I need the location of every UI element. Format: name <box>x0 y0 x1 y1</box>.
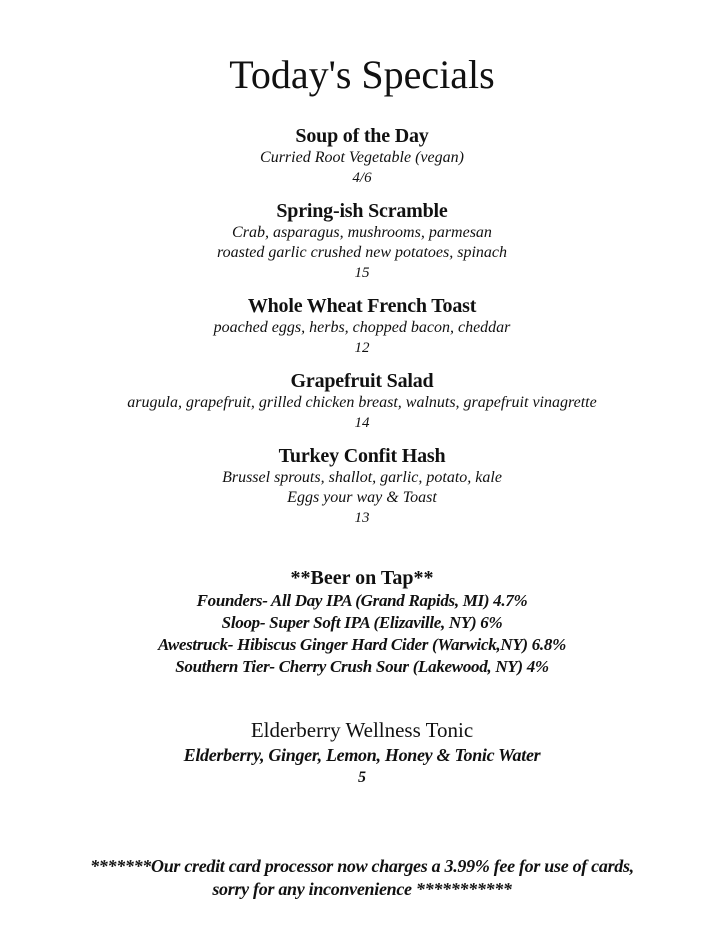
notice-line: *******Our credit card processor now charges a 3.99% fee for use of cards, <box>90 856 634 876</box>
special-item-salad <box>0 369 724 433</box>
special-name: Spring-ish Scramble <box>276 200 448 222</box>
page-title: Today's Specials <box>229 52 495 97</box>
special-price: 12 <box>354 340 370 356</box>
special-description: poached eggs, herbs, chopped bacon, cheddar <box>213 319 511 336</box>
notice-line: sorry for any inconvenience *********** <box>212 879 512 899</box>
special-name: Turkey Confit Hash <box>278 445 446 467</box>
beer-item: Sloop- Super Soft IPA (Elizaville, NY) 6% <box>221 613 503 632</box>
tonic-price: 5 <box>358 769 366 786</box>
beer-item: Founders- All Day IPA (Grand Rapids, MI) 4.7% <box>196 591 528 610</box>
tonic-section <box>0 717 724 789</box>
special-price: 13 <box>354 510 370 526</box>
beer-section <box>0 566 724 678</box>
special-description: Brussel sprouts, shallot, garlic, potato, kale <box>222 469 502 486</box>
special-item-scramble <box>0 199 724 283</box>
special-description: Crab, asparagus, mushrooms, parmesan <box>232 224 492 241</box>
special-item-soup <box>0 124 724 188</box>
special-description: arugula, grapefruit, grilled chicken breast, walnuts, grapefruit vinagrette <box>127 394 597 411</box>
tonic-description: Elderberry, Ginger, Lemon, Honey & Tonic Water <box>183 745 541 765</box>
beer-item: Awestruck- Hibiscus Ginger Hard Cider (Warwick,NY) 6.8% <box>158 635 566 654</box>
special-price: 14 <box>354 415 370 431</box>
special-description: Eggs your way & Toast <box>287 489 437 506</box>
beer-title: **Beer on Tap** <box>290 567 434 589</box>
special-description: Curried Root Vegetable (vegan) <box>260 149 464 166</box>
special-name: Soup of the Day <box>295 125 429 147</box>
special-price: 15 <box>354 265 370 281</box>
card-fee-notice <box>0 855 724 901</box>
special-price: 4/6 <box>352 170 372 186</box>
beer-item: Southern Tier- Cherry Crush Sour (Lakewood, NY) 4% <box>175 657 549 676</box>
tonic-name: Elderberry Wellness Tonic <box>250 718 474 742</box>
special-item-hash <box>0 444 724 528</box>
special-item-french-toast <box>0 294 724 358</box>
special-name: Whole Wheat French Toast <box>247 295 477 317</box>
special-description: roasted garlic crushed new potatoes, spinach <box>216 244 508 261</box>
special-name: Grapefruit Salad <box>290 370 434 392</box>
